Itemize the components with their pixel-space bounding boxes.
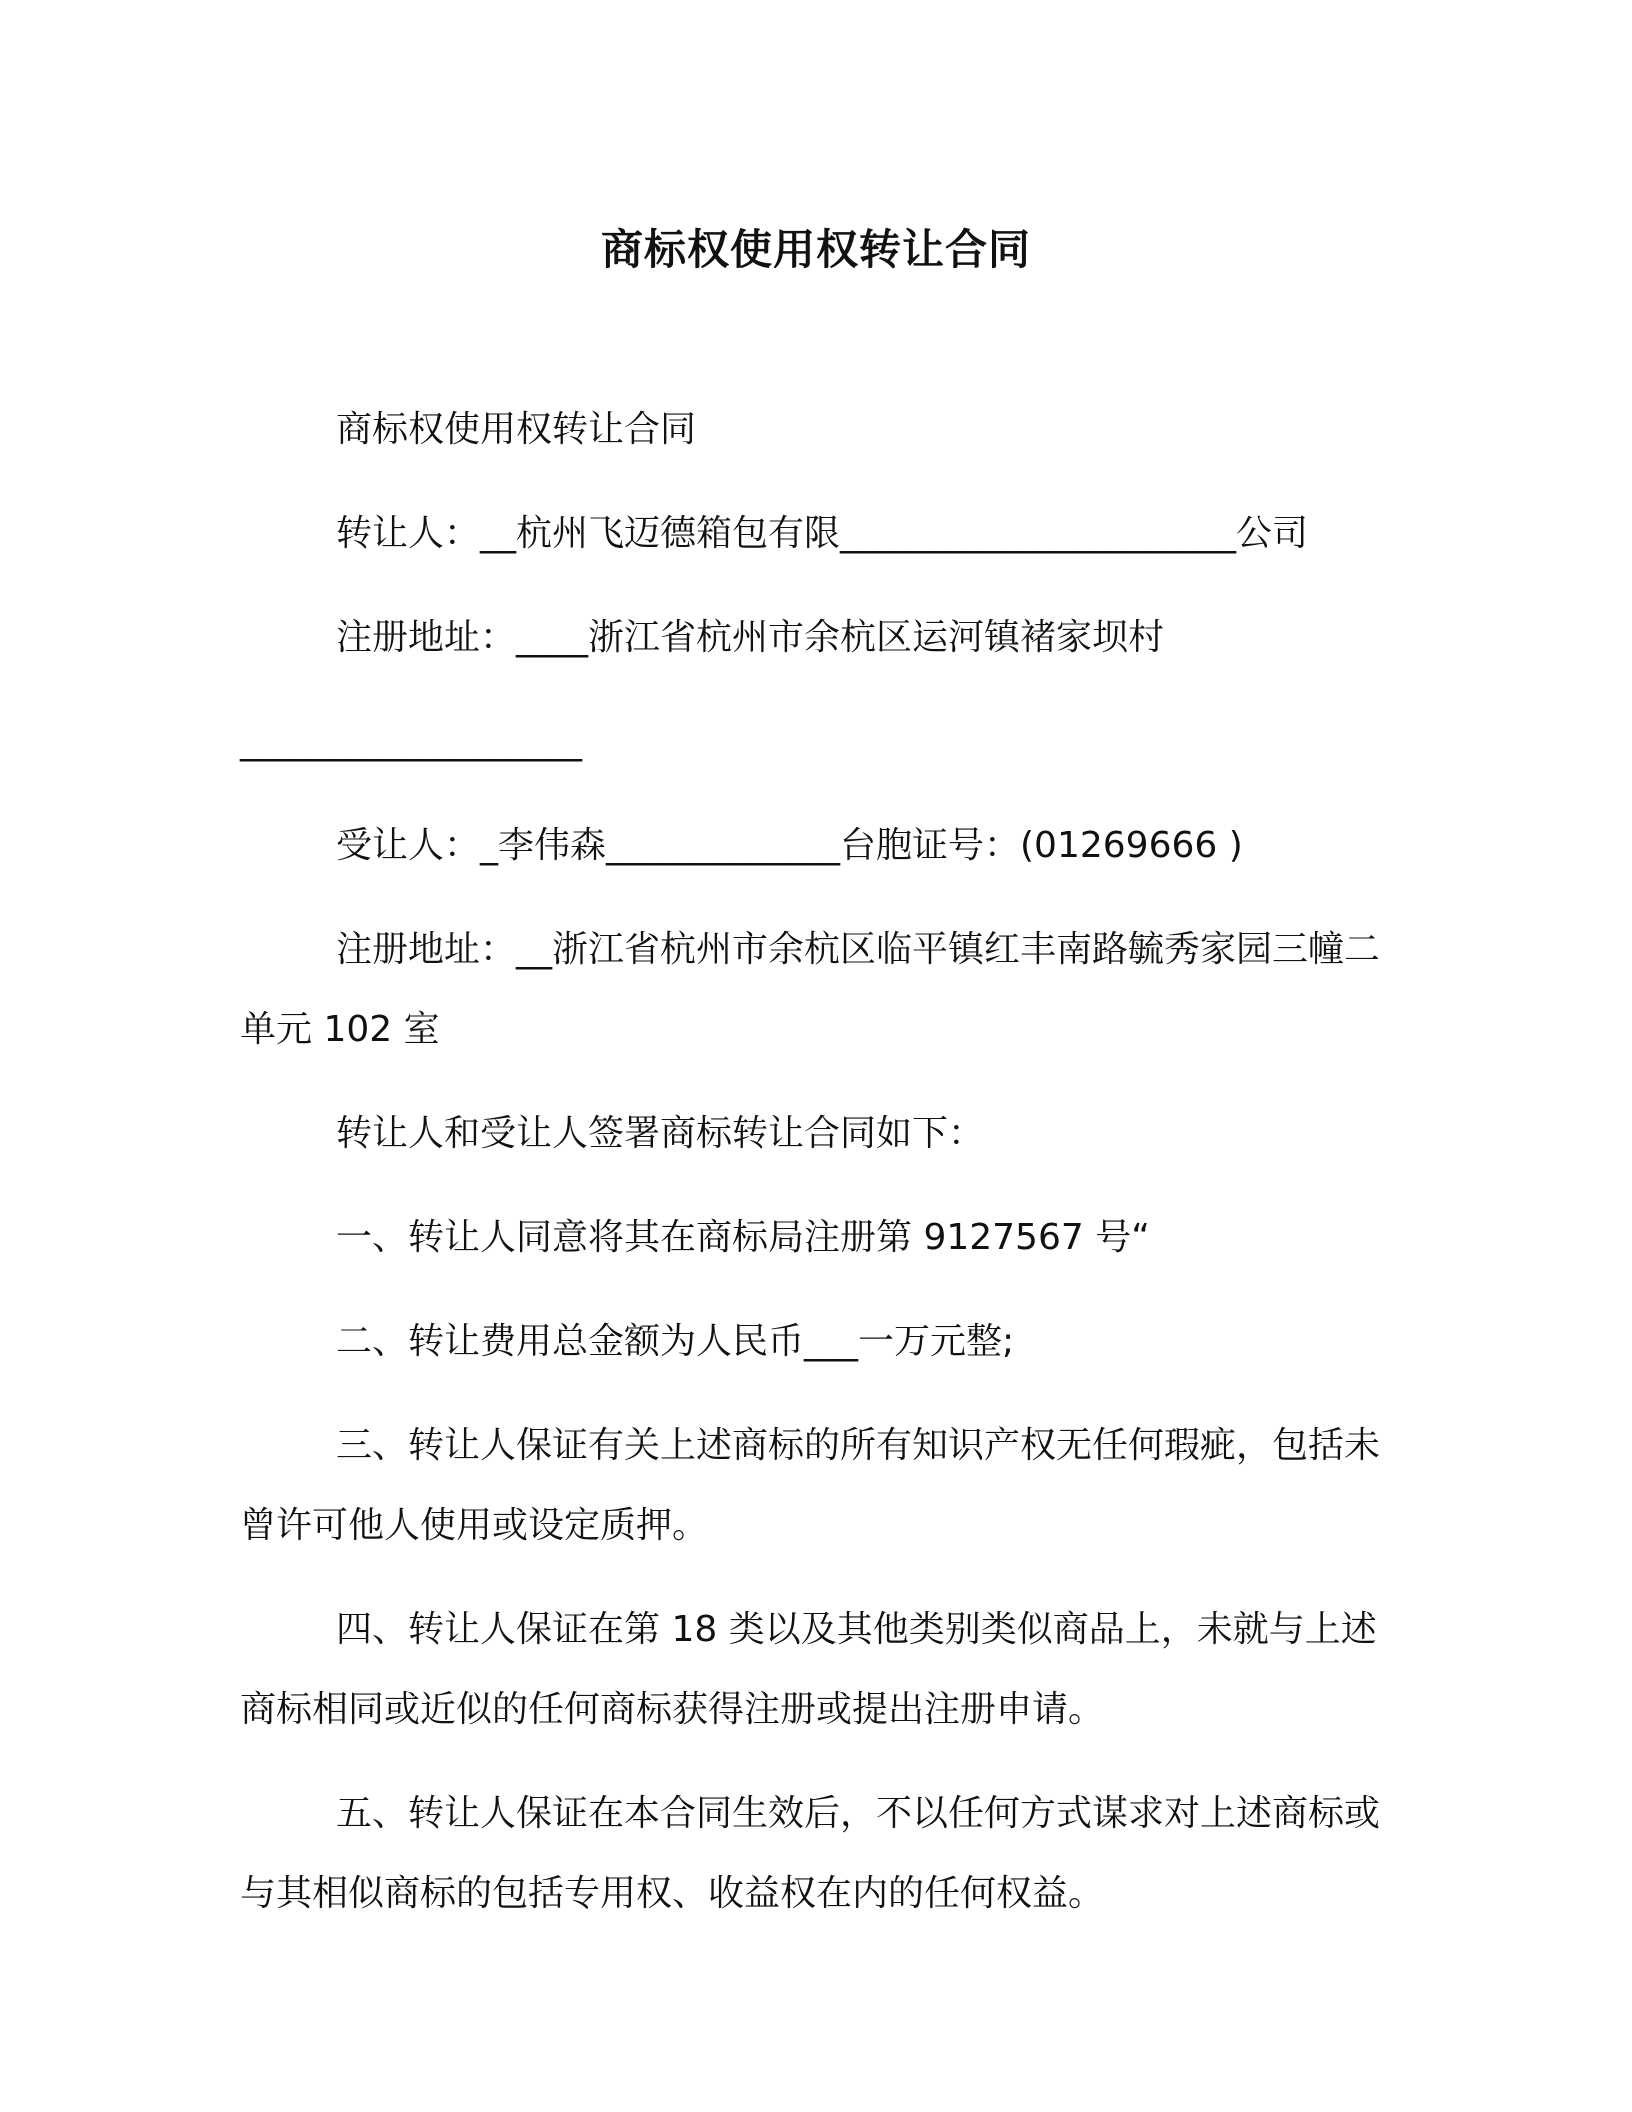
contract-body (240, 390, 1380, 1958)
clause-2: 二、转让费用总金额为人民币___一万元整; (336, 1321, 1015, 1362)
transferor-line: 转让人：__杭州飞迈德箱包有限______________________公司 (336, 513, 1309, 554)
contract-heading: 商标权使用权转让合同 (336, 409, 697, 450)
transferor-address-line: 注册地址：____浙江省杭州市余杭区运河镇褚家坝村 (336, 617, 1165, 658)
transferee-address-line: 注册地址：__浙江省杭州市余杭区临平镇红丰南路毓秀家园三幢二单元 102 室 (240, 929, 1381, 1050)
transferee-line: 受让人：_李伟森_____________台胞证号：(01269666 ) (336, 825, 1243, 866)
document-title: 商标权使用权转让合同 (600, 225, 1031, 274)
clause-5: 五、转让人保证在本合同生效后，不以任何方式谋求对上述商标或与其相似商标的包括专用权、收益权在内的任何权益。 (240, 1793, 1381, 1914)
clause-1: 一、转让人同意将其在商标局注册第 9127567 号“ (336, 1217, 1150, 1258)
clause-3: 三、转让人保证有关上述商标的所有知识产权无任何瑕疵，包括未曾许可他人使用或设定质押。 (240, 1425, 1381, 1546)
transferor-address-blank: ___________________ (240, 721, 582, 762)
clause-4: 四、转让人保证在第 18 类以及其他类别类似商品上，未就与上述商标相同或近似的任何商标获得注册或提出注册申请。 (240, 1609, 1377, 1730)
agreement-intro: 转让人和受让人签署商标转让合同如下： (336, 1113, 985, 1154)
